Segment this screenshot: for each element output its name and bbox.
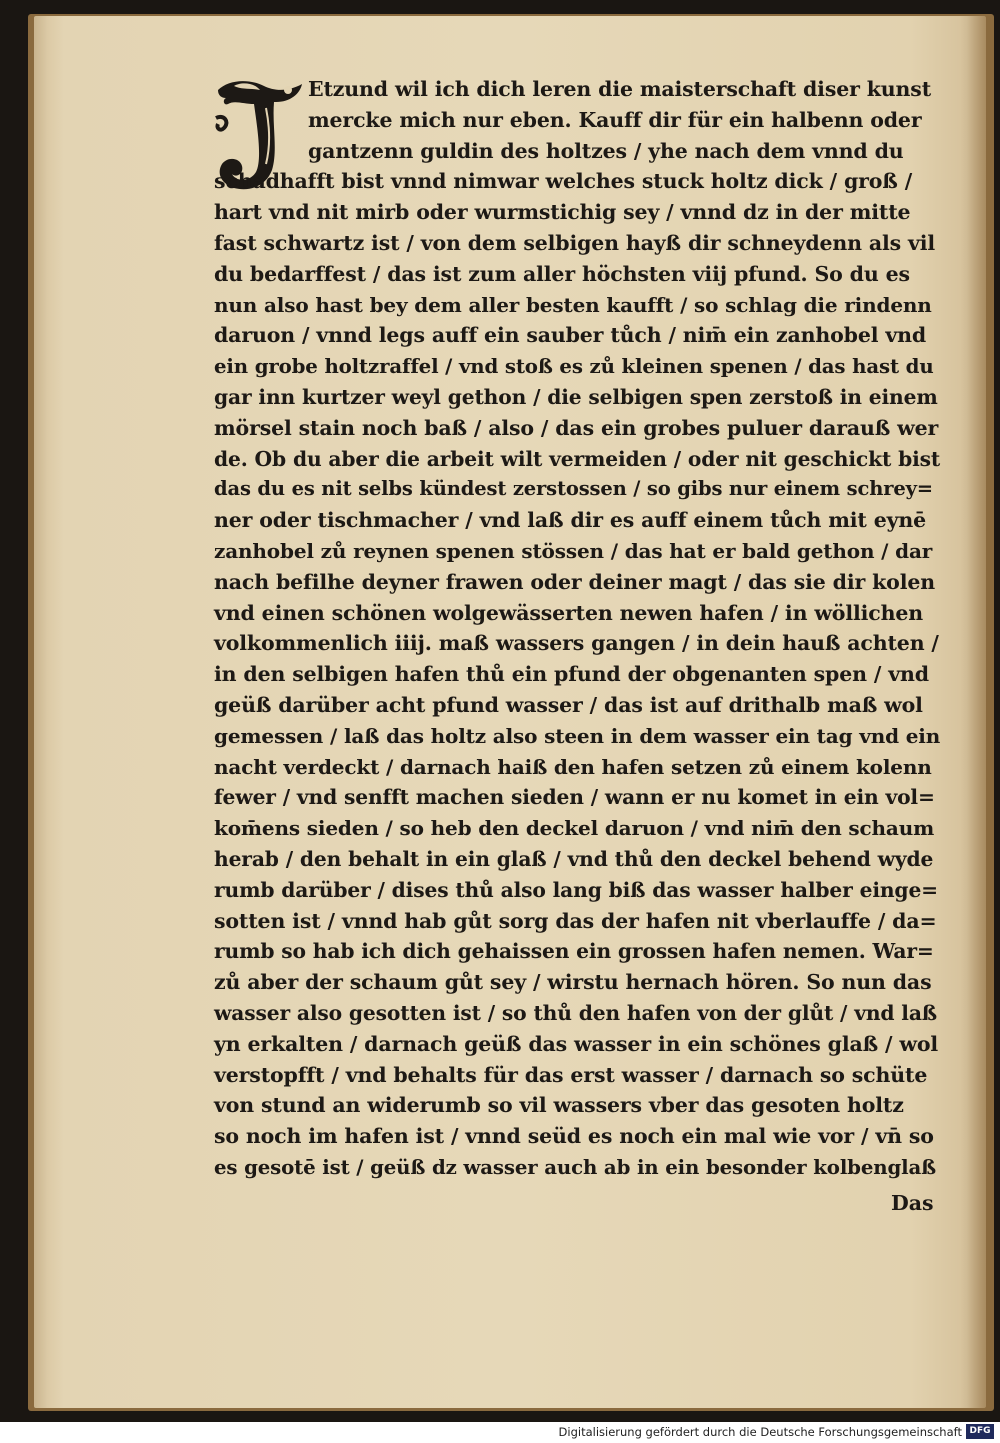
text-line: daruon / vnnd legs auff ein sauber tůch / nim̄ ein zanhobel vnd bbox=[214, 323, 927, 348]
digitization-footer bbox=[0, 1422, 1000, 1443]
text-line: nach befilhe deyner frawen oder deiner magt / das sie dir kolen bbox=[214, 569, 935, 594]
text-line: verstopfft / vnd behalts für das erst wasser / darnach so schüte bbox=[214, 1062, 928, 1087]
funding-credit: Digitalisierung gefördert durch die Deutsche Forschungsgemeinschaft bbox=[558, 1425, 962, 1439]
text-line: de. Ob du aber die arbeit wilt vermeiden / oder nit geschickt bist bbox=[214, 446, 941, 471]
dfg-logo-icon[interactable]: DFG bbox=[966, 1424, 994, 1439]
text-line: mercke mich nur eben. Kauff dir für ein halbenn oder bbox=[308, 107, 922, 132]
text-line: kom̄ens sieden / so heb den deckel daruon / vnd nim̄ den schaum bbox=[214, 816, 935, 841]
text-line: vnd einen schönen wolgewässerten newen hafen / in wöllichen bbox=[214, 600, 923, 625]
text-line: yn erkalten / darnach geüß das wasser in ein schönes glaß / wol bbox=[214, 1031, 938, 1056]
text-line: ner oder tischmacher / vnd laß dir es auff einem tůch mit eynē bbox=[214, 508, 927, 533]
text-line: gemessen / laß das holtz also steen in dem wasser ein tag vnd ein bbox=[214, 723, 941, 748]
text-line: schadhafft bist vnnd nimwar welches stuck holtz dick / groß / bbox=[214, 169, 913, 194]
text-line: zanhobel zů reynen spenen stössen / das hat er bald gethon / dar bbox=[214, 538, 933, 563]
text-line: fewer / vnd senfft machen sieden / wann er nu komet in ein vol= bbox=[214, 785, 935, 810]
text-line: du bedarffest / das ist zum aller höchsten viij pfund. So du es bbox=[214, 261, 910, 286]
text-line: von stund an widerumb so vil wassers vber das gesoten holtz bbox=[214, 1093, 904, 1118]
text-line: gantzenn guldin des holtzes / yhe nach dem vnnd du bbox=[308, 138, 904, 163]
text-line: ein grobe holtzraffel / vnd stoß es zů kleinen spenen / das hast du bbox=[214, 354, 934, 379]
text-line: sotten ist / vnnd hab gůt sorg das der hafen nit vberlauffe / da= bbox=[214, 908, 937, 933]
text-line: so noch im hafen ist / vnnd seüd es noch ein mal wie vor / vn̄ so bbox=[214, 1124, 934, 1149]
catchword: Das bbox=[891, 1191, 934, 1215]
text-line: mörsel stain noch baß / also / das ein grobes puluer darauß wer bbox=[214, 415, 939, 440]
text-line: das du es nit selbs kündest zerstossen / so gibs nur einem schrey= bbox=[214, 477, 933, 501]
text-line: zů aber der schaum gůt sey / wirstu hernach hören. So nun das bbox=[214, 970, 932, 995]
text-line: wasser also gesotten ist / so thů den hafen von der glůt / vnd laß bbox=[214, 1000, 938, 1025]
text-line: es gesotē ist / geüß dz wasser auch ab in ein besonder kolbenglaß bbox=[214, 1154, 936, 1179]
text-line: hart vnd nit mirb oder wurmstichig sey / vnnd dz in der mitte bbox=[214, 200, 911, 225]
text-line: nacht verdeckt / darnach haiß den hafen setzen zů einem kolenn bbox=[214, 754, 932, 779]
text-line: rumb so hab ich dich gehaissen ein grossen hafen nemen. War= bbox=[214, 939, 934, 964]
text-line: rumb darüber / dises thů also lang biß das wasser halber einge= bbox=[214, 877, 938, 902]
text-body bbox=[214, 74, 940, 1183]
text-line: herab / den behalt in ein glaß / vnd thů den deckel behend wyde bbox=[214, 846, 934, 871]
text-line: geüß darüber acht pfund wasser / das ist auf drithalb maß wol bbox=[214, 692, 923, 717]
text-line: Etzund wil ich dich leren die maisterschaft diser kunst bbox=[308, 77, 932, 101]
text-line: volkommenlich iiij. maß wassers gangen / in dein hauß achten / bbox=[214, 631, 939, 656]
page-gutter-shade bbox=[960, 16, 986, 1408]
text-line: nun also hast bey dem aller besten kaufft / so schlag die rindenn bbox=[214, 292, 932, 317]
text-line: fast schwartz ist / von dem selbigen hayß dir schneydenn als vil bbox=[214, 230, 936, 255]
text-line: gar inn kurtzer weyl gethon / die selbigen spen zerstoß in einem bbox=[214, 384, 938, 409]
text-line: in den selbigen hafen thů ein pfund der obgenanten spen / vnd bbox=[214, 662, 929, 687]
